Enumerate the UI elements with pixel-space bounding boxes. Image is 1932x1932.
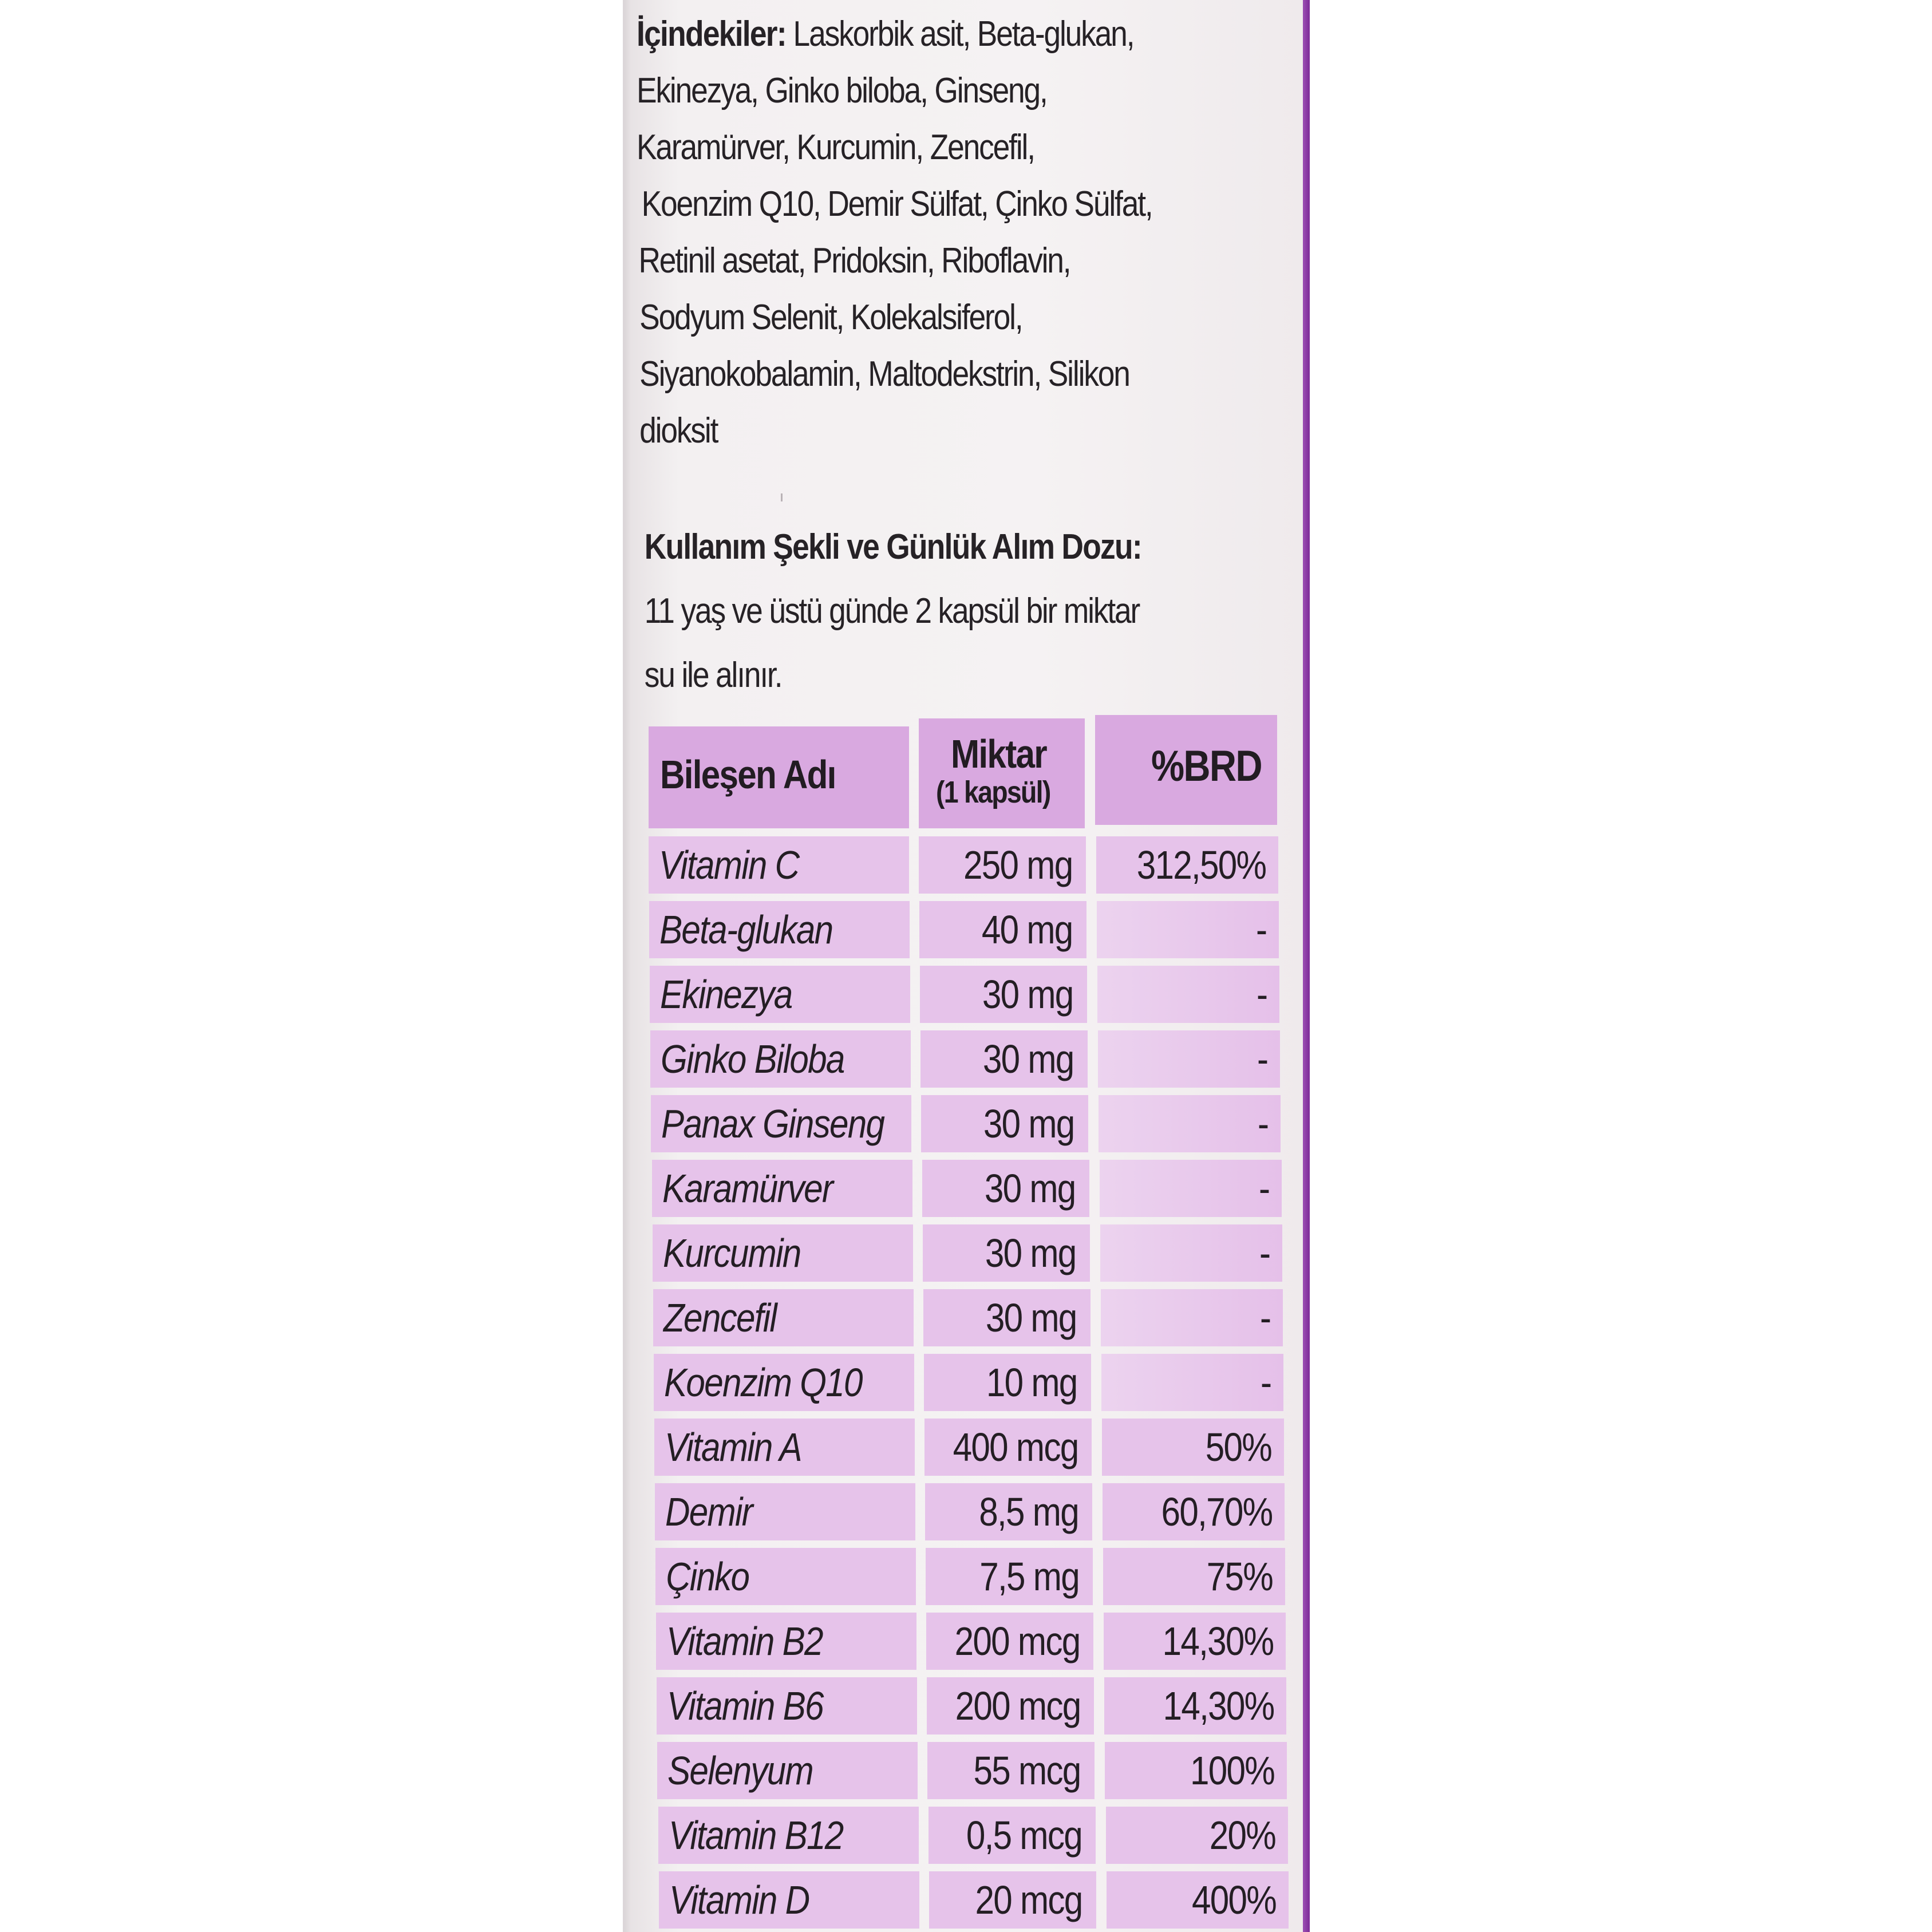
ingredient-name-cell-text: Vitamin B6: [667, 1684, 823, 1728]
ingredient-name-cell: [654, 1419, 915, 1476]
percent-cell: [1106, 1807, 1288, 1864]
percent-cell-text: 50%: [1205, 1425, 1271, 1469]
ingredient-name-cell-text: Ginko Biloba: [661, 1037, 844, 1081]
amount-cell-text: 55 mcg: [973, 1748, 1081, 1793]
table-row: [653, 1289, 1283, 1346]
amount-cell: [919, 836, 1086, 894]
header-amount-sub: (1 kapsül): [936, 775, 1050, 809]
amount-cell: [923, 1289, 1091, 1346]
ingredient-name-cell-text: Kurcumin: [663, 1231, 801, 1275]
ingredients-line-7: Siyanokobalamin, Maltodekstrin, Silikon: [639, 354, 1129, 394]
percent-cell: [1097, 966, 1279, 1023]
amount-cell: [920, 1030, 1088, 1088]
table-row: [652, 1160, 1282, 1217]
ingredient-name-cell: [656, 1613, 916, 1670]
amount-cell: [923, 1224, 1090, 1282]
table-row: [650, 966, 1279, 1023]
amount-cell: [924, 1419, 1092, 1476]
ingredient-name-cell-text: Demir: [665, 1490, 752, 1534]
amount-cell-text: 30 mg: [985, 1231, 1076, 1275]
ingredients-line-5: Retinil asetat, Pridoksin, Riboflavin,: [638, 241, 1070, 280]
ingredient-name-cell: [649, 901, 910, 958]
amount-cell-text: 20 mcg: [975, 1878, 1082, 1922]
ingredient-name-cell-text: Selenyum: [667, 1748, 813, 1793]
percent-cell-text: 400%: [1191, 1878, 1276, 1922]
percent-cell-text: -: [1257, 1037, 1267, 1081]
amount-cell: [927, 1677, 1094, 1735]
percent-cell: [1103, 1548, 1285, 1605]
amount-cell: [922, 1160, 1089, 1217]
ingredients-line-4: Koenzim Q10, Demir Sülfat, Çinko Sülfat,: [641, 184, 1152, 224]
percent-cell-text: -: [1255, 907, 1266, 952]
ingredient-name-cell-text: Zencefil: [663, 1295, 777, 1340]
amount-cell: [929, 1871, 1096, 1929]
percent-cell-text: 20%: [1209, 1813, 1275, 1858]
print-speck: [781, 493, 783, 501]
ingredient-name-cell: [659, 1871, 919, 1929]
amount-cell: [924, 1354, 1091, 1411]
amount-cell: [925, 1483, 1092, 1540]
percent-cell-text: 100%: [1190, 1748, 1274, 1793]
ingredient-name-cell-text: Karamürver: [662, 1166, 833, 1211]
header-percent: %BRD: [1151, 742, 1262, 791]
ingredient-name-cell-text: Çinko: [666, 1554, 749, 1599]
ingredient-name-cell-text: Vitamin D: [669, 1878, 809, 1922]
ingredient-name-cell: [658, 1807, 919, 1864]
table-row: [649, 836, 1278, 894]
amount-cell-text: 30 mg: [983, 1037, 1074, 1081]
package-purple-edge: [1303, 0, 1310, 1932]
percent-cell-text: 75%: [1206, 1554, 1273, 1599]
amount-cell-text: 10 mg: [986, 1360, 1077, 1405]
amount-cell-text: 40 mg: [982, 907, 1073, 952]
ingredient-name-cell: [650, 1030, 911, 1088]
amount-cell-text: 30 mg: [986, 1295, 1077, 1340]
usage-section: [637, 515, 1252, 708]
header-amount-cell: [919, 718, 1085, 828]
usage-line-2: su ile alınır.: [644, 655, 782, 695]
percent-cell: [1099, 1095, 1281, 1152]
table-row: [656, 1613, 1286, 1670]
amount-cell-text: 30 mg: [985, 1166, 1076, 1211]
table-row: [658, 1807, 1288, 1864]
ingredient-name-cell: [649, 836, 909, 894]
table-row: [650, 1030, 1280, 1088]
ingredient-name-cell-text: Vitamin B2: [666, 1619, 823, 1664]
ingredient-name-cell: [657, 1742, 918, 1799]
amount-cell: [926, 1613, 1093, 1670]
amount-cell-text: 7,5 mg: [979, 1554, 1079, 1599]
percent-cell: [1101, 1354, 1283, 1411]
percent-cell-text: 312,50%: [1136, 843, 1266, 887]
ingredients-line-1: [637, 6, 1252, 62]
amount-cell: [929, 1807, 1096, 1864]
amount-cell-text: 200 mcg: [954, 1619, 1080, 1664]
percent-cell: [1101, 1289, 1283, 1346]
percent-cell-text: -: [1259, 1295, 1270, 1340]
ingredients-label: İçindekiler:: [637, 14, 786, 54]
percent-cell: [1097, 901, 1279, 958]
ingredient-name-cell: [650, 966, 910, 1023]
table-row: [655, 1483, 1285, 1540]
ingredient-name-cell: [653, 1289, 914, 1346]
amount-cell-text: 250 mg: [963, 843, 1072, 887]
table-row: [655, 1548, 1285, 1605]
table-row: [654, 1419, 1284, 1476]
ingredient-name-cell: [653, 1224, 913, 1282]
table-row: [657, 1677, 1286, 1735]
amount-cell-text: 30 mg: [982, 972, 1073, 1017]
amount-cell-text: 8,5 mg: [979, 1490, 1078, 1534]
header-name-cell: [649, 726, 909, 828]
ingredient-name-cell-text: Panax Ginseng: [661, 1101, 884, 1146]
amount-cell-text: 30 mg: [983, 1101, 1074, 1146]
ingredient-name-cell-text: Ekinezya: [660, 972, 792, 1017]
percent-cell-text: 14,30%: [1163, 1684, 1274, 1728]
usage-label: Kullanım Şekli ve Günlük Alım Dozu:: [644, 527, 1141, 567]
table-row: [657, 1742, 1287, 1799]
percent-cell-text: -: [1257, 1101, 1268, 1146]
percent-cell-text: -: [1258, 1166, 1269, 1211]
table-row: [654, 1354, 1283, 1411]
amount-cell: [927, 1742, 1095, 1799]
ingredient-name-cell-text: Beta-glukan: [659, 907, 833, 952]
amount-cell: [919, 901, 1086, 958]
percent-cell: [1104, 1613, 1286, 1670]
ingredient-name-cell-text: Vitamin A: [665, 1425, 801, 1469]
ingredient-name-cell-text: Vitamin C: [659, 843, 799, 887]
ingredients-section: [637, 6, 1252, 459]
amount-cell: [921, 1095, 1088, 1152]
ingredients-text: Laskorbik asit, Beta-glukan,: [793, 14, 1134, 54]
ingredients-line-8: dioksit: [639, 411, 718, 451]
package-left-edge: [623, 0, 631, 1932]
amount-cell-text: 0,5 mcg: [966, 1813, 1082, 1858]
usage-line-1: 11 yaş ve üstü günde 2 kapsül bir miktar: [644, 591, 1140, 631]
amount-cell: [920, 966, 1087, 1023]
table-row: [649, 901, 1279, 958]
percent-cell: [1107, 1871, 1289, 1929]
ingredient-name-cell: [655, 1548, 916, 1605]
header-amount: Miktar: [951, 732, 1046, 776]
percent-cell: [1103, 1483, 1285, 1540]
ingredient-name-cell: [651, 1095, 911, 1152]
percent-cell: [1104, 1677, 1286, 1735]
percent-cell: [1102, 1419, 1284, 1476]
percent-cell: [1100, 1224, 1282, 1282]
ingredient-name-cell: [657, 1677, 917, 1735]
amount-cell-text: 400 mcg: [953, 1425, 1078, 1469]
percent-cell-text: -: [1256, 972, 1267, 1017]
percent-cell: [1105, 1742, 1287, 1799]
table-row: [659, 1871, 1289, 1929]
ingredients-line-6: Sodyum Selenit, Kolekalsiferol,: [639, 298, 1022, 337]
amount-cell: [926, 1548, 1093, 1605]
table-row: [653, 1224, 1282, 1282]
percent-cell-text: -: [1260, 1360, 1271, 1405]
percent-cell: [1100, 1160, 1282, 1217]
header-name: Bileşen Adı: [660, 752, 836, 797]
ingredients-line-3: Karamürver, Kurcumin, Zencefil,: [637, 128, 1034, 167]
amount-cell-text: 200 mcg: [955, 1684, 1080, 1728]
table-row: [651, 1095, 1281, 1152]
ingredient-name-cell: [654, 1354, 914, 1411]
percent-cell-text: 60,70%: [1161, 1490, 1272, 1534]
ingredient-name-cell: [652, 1160, 912, 1217]
ingredient-name-cell-text: Koenzim Q10: [664, 1360, 862, 1405]
percent-cell: [1096, 836, 1278, 894]
header-percent-cell: [1095, 715, 1277, 825]
ingredient-name-cell: [655, 1483, 915, 1540]
ingredients-line-2: Ekinezya, Ginko biloba, Ginseng,: [637, 71, 1047, 110]
percent-cell: [1098, 1030, 1280, 1088]
percent-cell-text: 14,30%: [1162, 1619, 1273, 1664]
ingredient-name-cell-text: Vitamin B12: [669, 1813, 843, 1858]
percent-cell-text: -: [1259, 1231, 1270, 1275]
